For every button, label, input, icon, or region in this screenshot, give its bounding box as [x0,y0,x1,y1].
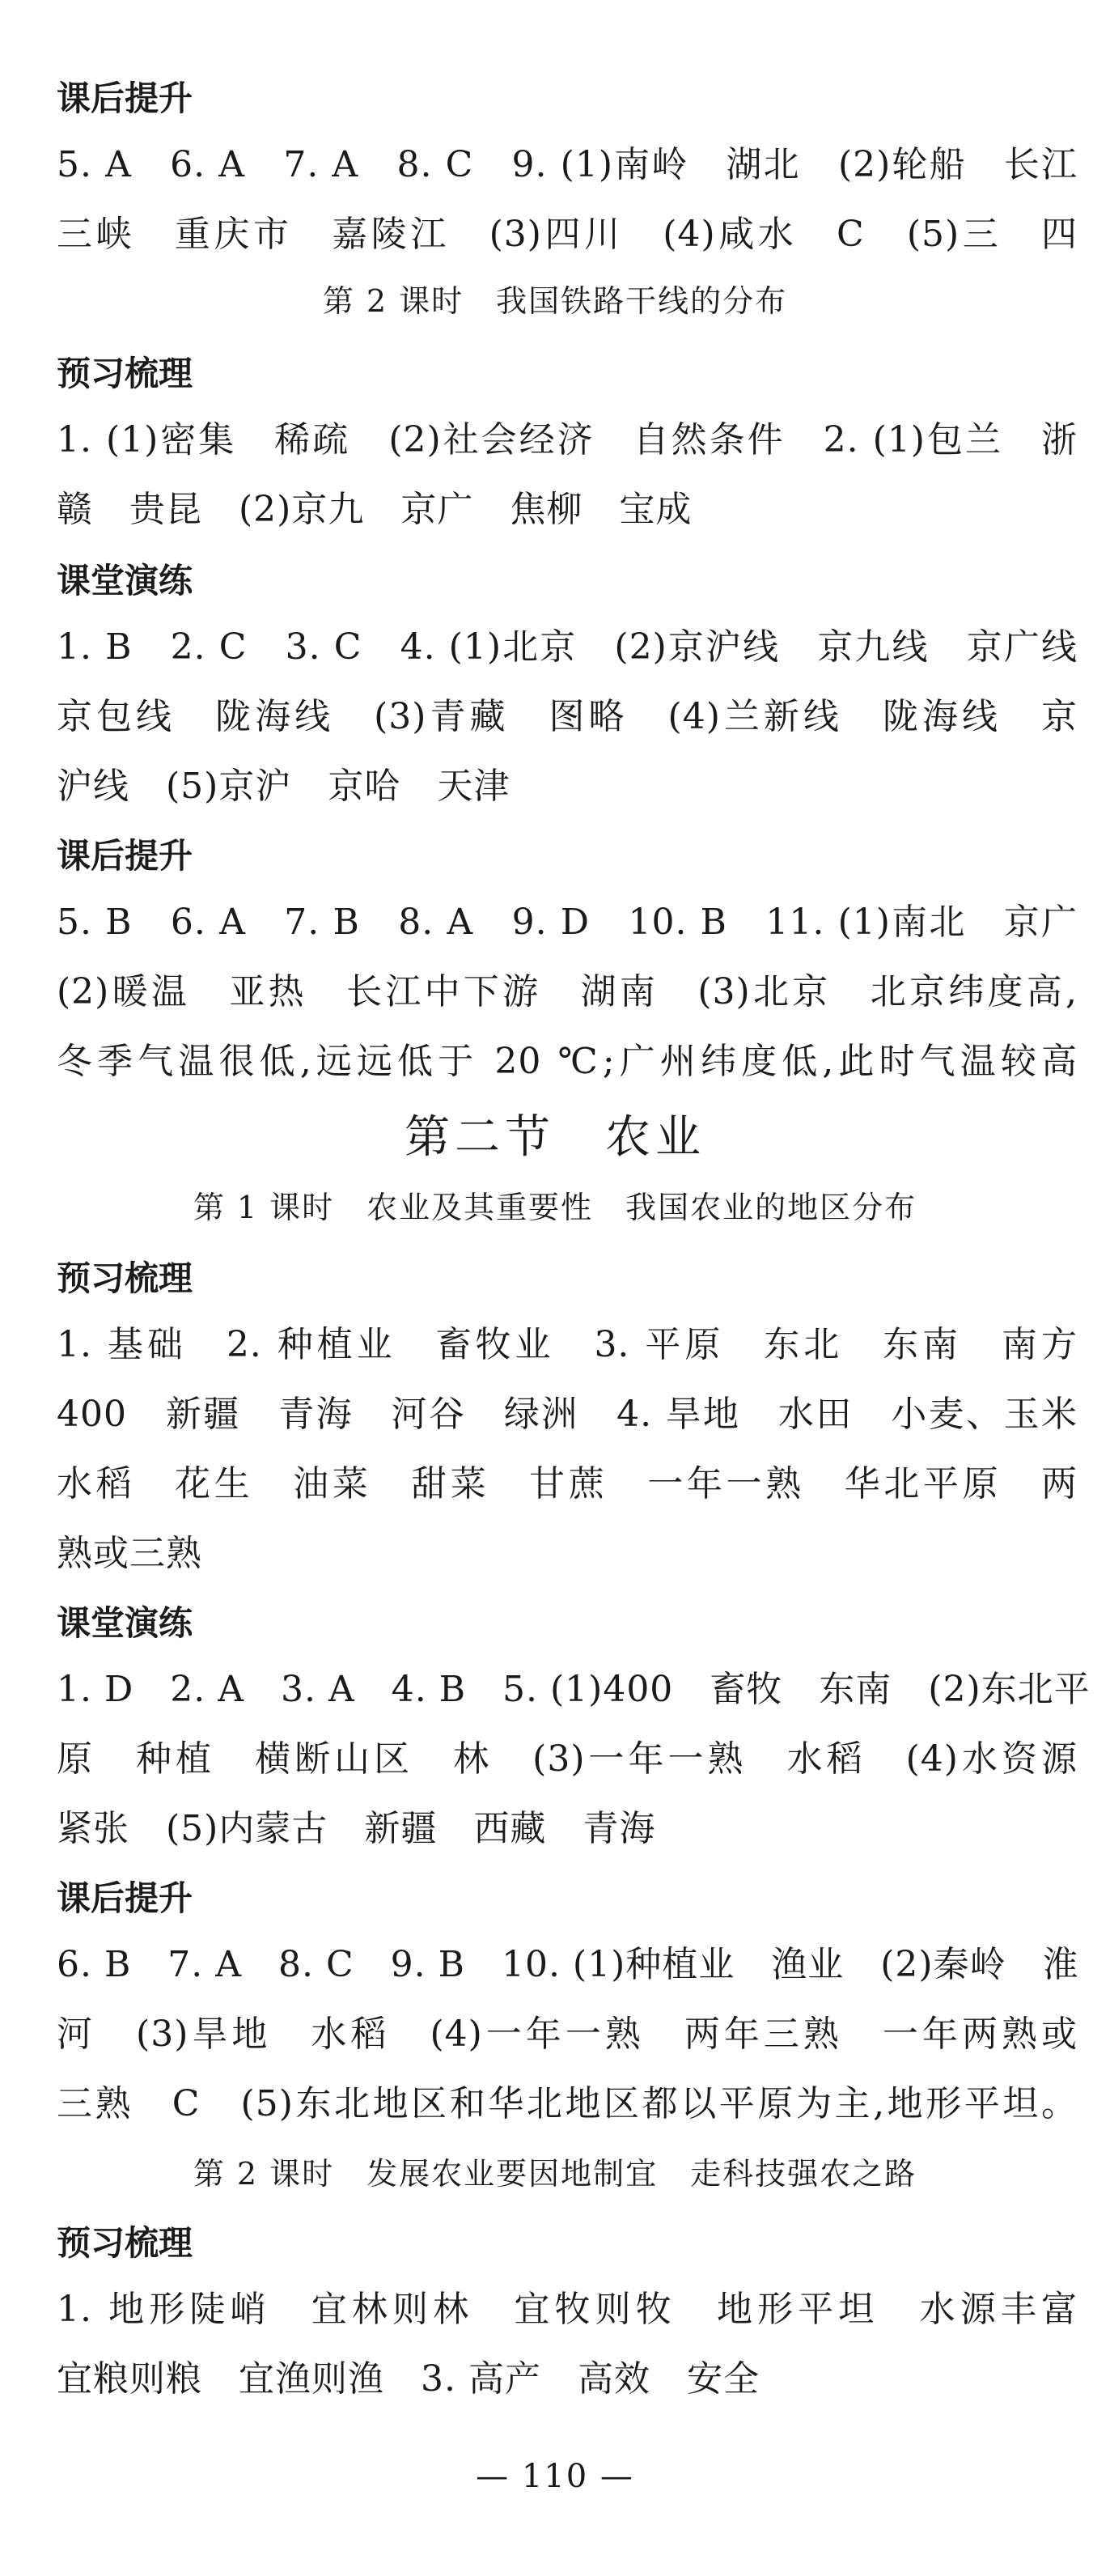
section-heading: 课后提升 [57,1878,193,1918]
answer-line: 河 (3)旱地 水稻 (4)一年一熟 两年三熟 一年两熟或 [57,2014,1078,2055]
answer-line: 原 种植 横断山区 林 (3)一年一熟 水稻 (4)水资源 [57,1738,1078,1780]
section-heading: 预习梳理 [57,354,193,393]
answer-line: 1. 地形陡峭 宜林则林 宜牧则牧 地形平坦 水源丰富 [57,2289,1078,2330]
answer-line: 三峡 重庆市 嘉陵江 (3)四川 (4)咸水 C (5)三 四 [57,214,1078,255]
answer-line: 1. D 2. A 3. A 4. B 5. (1)400 畜牧 东南 (2)东北平 [57,1669,1091,1710]
answer-line: 熟或三熟 [57,1533,202,1574]
section-heading: 课后提升 [57,836,193,876]
answer-line: 5. A 6. A 7. A 8. C 9. (1)南岭 湖北 (2)轮船 长江 [57,144,1078,185]
answer-line: 紧张 (5)内蒙古 新疆 西藏 青海 [57,1808,656,1849]
answer-line: 京包线 陇海线 (3)青藏 图略 (4)兰新线 陇海线 京 [57,696,1078,737]
page-number: — 110 — [476,2458,634,2495]
section-heading: 预习梳理 [57,1258,193,1298]
lesson-title: 第 2 课时 发展农业要因地制宜 走科技强农之路 [193,2156,917,2192]
answer-line: 1. 基础 2. 种植业 畜牧业 3. 平原 东北 东南 南方 [57,1324,1078,1365]
answer-line: 400 新疆 青海 河谷 绿洲 4. 旱地 水田 小麦、玉米 [57,1394,1078,1435]
lesson-title: 第 2 课时 我国铁路干线的分布 [322,283,788,319]
answer-line: 6. B 7. A 8. C 9. B 10. (1)种植业 渔业 (2)秦岭 淮 [57,1944,1079,1985]
answer-line: 冬季气温很低,远远低于 20 ℃;广州纬度低,此时气温较高 [57,1041,1078,1082]
section-heading: 课堂演练 [57,1603,193,1643]
lesson-title: 第 1 课时 农业及其重要性 我国农业的地区分布 [193,1190,917,1225]
answer-line: 5. B 6. A 7. B 8. A 9. D 10. B 11. (1)南北 京广 [57,902,1078,943]
answer-line: 水稻 花生 油菜 甜菜 甘蔗 一年一熟 华北平原 两 [57,1463,1078,1504]
answer-line: 沪线 (5)京沪 京哈 天津 [57,766,511,807]
answer-line: 1. B 2. C 3. C 4. (1)北京 (2)京沪线 京九线 京广线 [57,626,1078,668]
answer-line: 宜粮则粮 宜渔则渔 3. 高产 高效 安全 [57,2358,760,2400]
answer-line: 三熟 C (5)东北地区和华北地区都以平原为主,地形平坦。 [57,2083,1078,2124]
section-heading: 课堂演练 [57,561,193,601]
chapter-section-title: 第二节 农业 [405,1111,705,1164]
answer-line: 赣 贵昆 (2)京九 京广 焦柳 宝成 [57,489,693,530]
answer-line: (2)暖温 亚热 长江中下游 湖南 (3)北京 北京纬度高, [57,971,1078,1012]
answer-line: 1. (1)密集 稀疏 (2)社会经济 自然条件 2. (1)包兰 浙 [57,419,1078,460]
section-heading: 课后提升 [57,79,193,118]
section-heading: 预习梳理 [57,2223,193,2263]
